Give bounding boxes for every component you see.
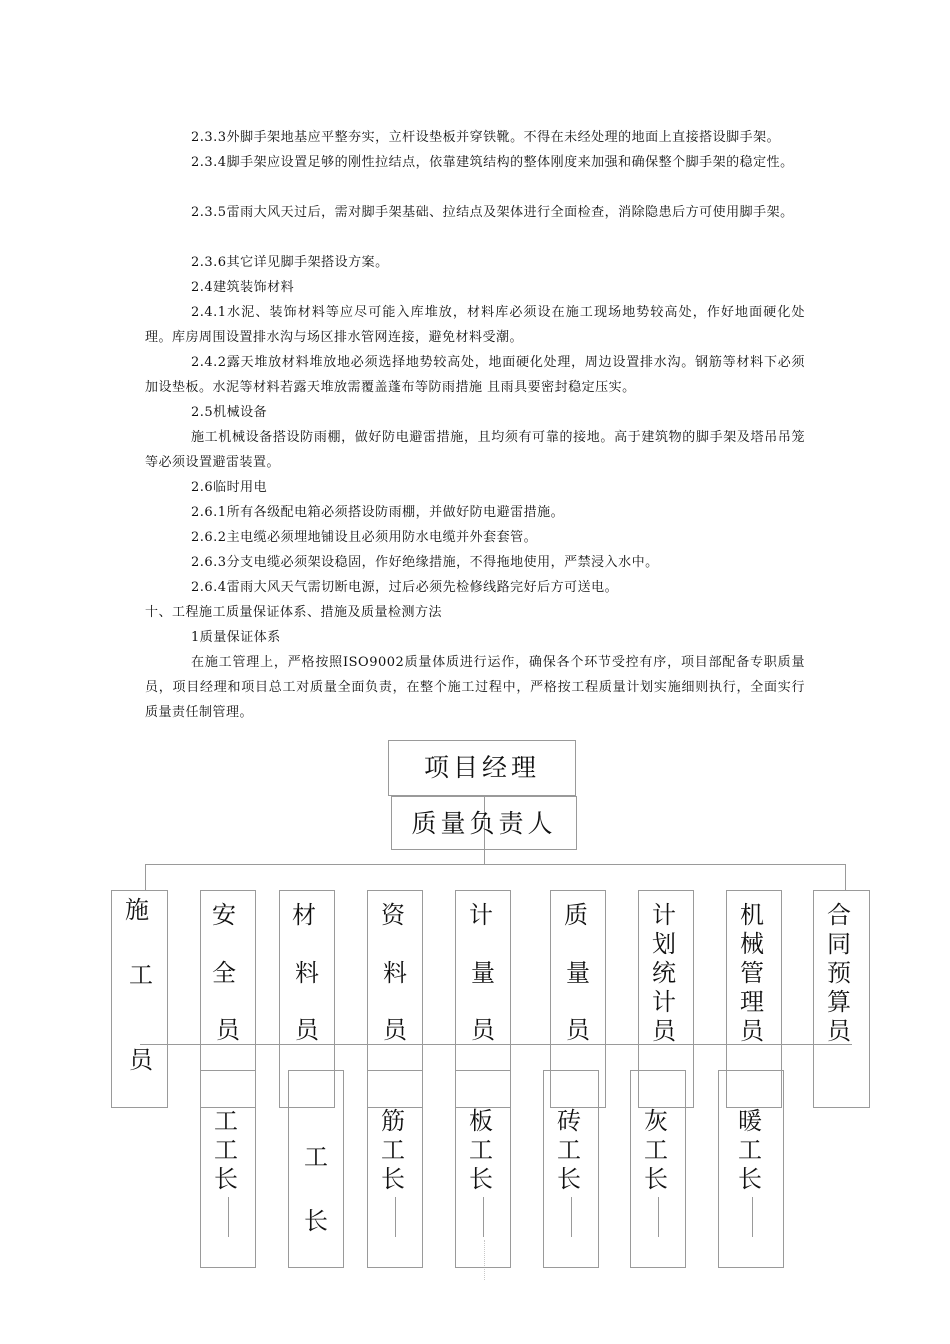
role-char: 量 — [471, 959, 495, 987]
role-char: 同 — [827, 930, 851, 958]
heading-2-5: 2.5机械设备 — [191, 405, 268, 420]
role-char: 员 — [566, 1016, 590, 1044]
foreman-char: 工 — [304, 1143, 328, 1171]
foreman-char: 工 — [738, 1136, 762, 1164]
role-char: 施 — [125, 896, 149, 924]
para-2-5: 施工机械设备搭设防雨棚，做好防电避雷措施，且均须有可靠的接地。高于建筑物的脚手架及塔吊吊笼等必须设置避雷装置。 — [145, 430, 805, 470]
foreman-box — [367, 1070, 423, 1268]
role-char: 划 — [652, 930, 676, 958]
role-char: 计 — [469, 901, 493, 929]
foreman-char: 长 — [304, 1207, 328, 1235]
foreman-char: 筋 — [381, 1107, 405, 1135]
role-char: 量 — [566, 959, 590, 987]
role-char: 材 — [292, 901, 316, 929]
role-char: 员 — [827, 1017, 851, 1045]
role-char: 理 — [740, 988, 764, 1016]
role-char: 料 — [295, 959, 319, 987]
foreman-char: 工 — [557, 1136, 581, 1164]
heading-quality-system: 1质量保证体系 — [191, 630, 281, 645]
quality-lead-label: 质量负责人 — [411, 809, 557, 838]
role-box-contract-budget — [813, 890, 870, 1108]
role-char: 工 — [129, 961, 153, 989]
para-2-3-3: 2.3.3外脚手架地基应平整夯实，立杆设垫板并穿铁靴。不得在未经处理的地面上直接搭设脚手架。 — [191, 130, 781, 145]
foreman-char: 工 — [469, 1136, 493, 1164]
heading-2-4: 2.4建筑装饰材料 — [191, 280, 295, 295]
role-char: 资 — [381, 901, 405, 929]
para-quality-system: 在施工管理上，严格按照ISO9002质量体质进行运作，确保各个环节受控有序，项目部配备专职质量员，项目经理和项目总工对质量全面负责，在整个施工过程中，严格按工程质量计划实施细则执行，全面实行质量责任制管理。 — [145, 655, 805, 720]
role-char: 计 — [652, 901, 676, 929]
role-char: 合 — [827, 901, 851, 929]
role-char: 员 — [740, 1017, 764, 1045]
foreman-char: 灰 — [644, 1107, 668, 1135]
para-2-6-4: 2.6.4雷雨大风天气需切断电源，过后必须先检修线路完好后方可送电。 — [191, 580, 619, 595]
project-manager-label: 项目经理 — [423, 753, 540, 782]
para-2-6-3: 2.6.3分支电缆必须架设稳固，作好绝缘措施，不得拖地使用，严禁浸入水中。 — [191, 555, 659, 570]
foreman-char: 长 — [644, 1165, 668, 1193]
foreman-char: 暖 — [738, 1107, 762, 1135]
foreman-box — [455, 1070, 511, 1268]
para-2-6-2: 2.6.2主电缆必须埋地铺设且必须用防水电缆并外套套管。 — [191, 530, 538, 545]
role-char: 全 — [212, 959, 236, 987]
para-2-6-1: 2.6.1所有各级配电箱必须搭设防雨棚，并做好防电避雷措施。 — [191, 505, 565, 520]
heading-2-6: 2.6临时用电 — [191, 480, 268, 495]
role-char: 计 — [652, 988, 676, 1016]
role-char: 预 — [827, 959, 851, 987]
role-box-construction — [111, 890, 168, 1108]
role-char: 质 — [564, 901, 588, 929]
role-char: 管 — [740, 959, 764, 987]
role-char: 员 — [383, 1016, 407, 1044]
foreman-char: 工 — [644, 1136, 668, 1164]
para-2-3-6: 2.3.6其它详见脚手架搭设方案。 — [191, 255, 389, 270]
foreman-char: 板 — [469, 1107, 493, 1135]
foreman-char: 工 — [214, 1136, 238, 1164]
connector-line — [483, 1197, 484, 1237]
role-char: 料 — [383, 959, 407, 987]
role-char: 员 — [216, 1016, 240, 1044]
connector-line — [752, 1197, 753, 1237]
role-char: 机 — [740, 901, 764, 929]
quality-lead-box — [391, 796, 577, 850]
connector-line — [145, 864, 845, 865]
role-char: 员 — [471, 1016, 495, 1044]
foreman-char: 工 — [214, 1107, 238, 1135]
foreman-char: 长 — [557, 1165, 581, 1193]
connector-line — [395, 1197, 396, 1237]
project-manager-box — [388, 740, 576, 796]
role-char: 算 — [827, 988, 851, 1016]
connector-line — [228, 1197, 229, 1237]
connector-line — [658, 1197, 659, 1237]
foreman-box — [543, 1070, 599, 1268]
foreman-box — [630, 1070, 686, 1268]
foreman-box — [718, 1070, 784, 1268]
foreman-char: 工 — [381, 1136, 405, 1164]
role-char: 员 — [652, 1017, 676, 1045]
connector-line — [571, 1197, 572, 1237]
foreman-char: 砖 — [557, 1107, 581, 1135]
role-char: 员 — [295, 1016, 319, 1044]
role-char: 安 — [212, 901, 236, 929]
foreman-char: 长 — [214, 1165, 238, 1193]
foreman-char: 长 — [738, 1165, 762, 1193]
foreman-char: 长 — [469, 1165, 493, 1193]
connector-line — [845, 864, 846, 890]
para-2-3-5: 2.3.5雷雨大风天过后，需对脚手架基础、拉结点及架体进行全面检查，消除隐患后方可使用脚手架。 — [191, 205, 794, 220]
role-char: 械 — [740, 930, 764, 958]
role-char: 员 — [129, 1046, 153, 1074]
role-char: 统 — [652, 959, 676, 987]
para-2-4-2: 2.4.2露天堆放材料堆放地必须选择地势较高处，地面硬化处理，周边设置排水沟。钢筋等材料下必须加设垫板。水泥等材料若露天堆放需覆盖蓬布等防雨措施 且雨具要密封稳定压实。 — [145, 355, 805, 395]
section-10-heading: 十、工程施工质量保证体系、措施及质量检测方法 — [145, 605, 443, 620]
foreman-box — [200, 1070, 256, 1268]
para-2-3-4: 2.3.4脚手架应设置足够的刚性拉结点，依靠建筑结构的整体刚度来加强和确保整个脚手架的稳定性。 — [191, 155, 794, 170]
foreman-box — [288, 1070, 344, 1268]
connector-line — [145, 864, 146, 890]
para-2-4-1: 2.4.1水泥、装饰材料等应尽可能入库堆放，材料库必须设在施工现场地势较高处，作好地面硬化处理。库房周围设置排水沟与场区排水管网连接，避免材料受潮。 — [145, 305, 805, 345]
foreman-char: 长 — [381, 1165, 405, 1193]
